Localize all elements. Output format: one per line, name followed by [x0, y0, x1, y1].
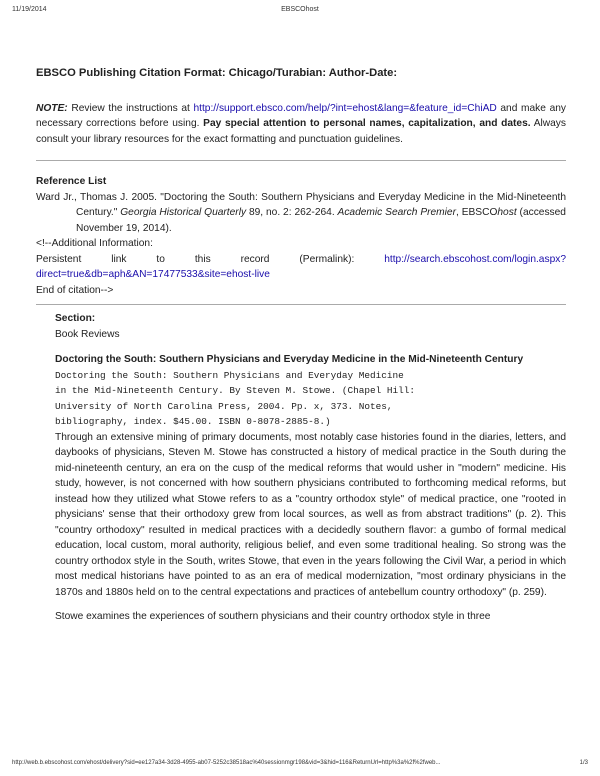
comment-close: End of citation--> [36, 284, 114, 296]
note-text-3: Always consult your library resources for the exact formatting and punctuation guidelines. [36, 118, 566, 145]
citation-database: Academic Search Premier [337, 207, 456, 218]
page-title: EBSCO Publishing Citation Format: Chicago/Turabian: Author-Date: [36, 67, 398, 79]
note-text-2: and make any necessary corrections before using. [36, 102, 566, 129]
footer-url: http://web.b.ebscohost.com/ehost/delivery?sid=ee127a34-3d28-4955-ab07-5252c38518ac%40sessionmgr198&vid=3&hid=116&ReturnUrl=http%3a%2f%2fweb... [12, 760, 441, 766]
print-footer [0, 760, 600, 770]
permalink-link[interactable]: http://search.ebscohost.com/login.aspx?direct=true&db=aph&AN=17477533&site=ehost-live [36, 253, 566, 280]
print-header [0, 6, 600, 18]
citation-author-title: Ward Jr., Thomas J. 2005. "Doctoring the South: Southern Physicians and Everyday Medicine in the Mid-Nineteenth Century." [36, 191, 566, 218]
note-label: NOTE: [36, 102, 68, 114]
help-link[interactable]: http://support.ebsco.com/help/?int=ehost&lang=&feature_id=ChiAD [193, 102, 497, 114]
reference-list-heading: Reference List [36, 176, 107, 187]
print-site-title: EBSCOhost [281, 6, 319, 13]
section-label: Section: [55, 313, 96, 324]
section-value: Book Reviews [55, 328, 120, 340]
citation-accessed: (accessed November 19, 2014). [76, 207, 566, 234]
note-emphasis: Pay special attention to personal names, capitalization, and dates. [203, 118, 531, 129]
section-divider [36, 160, 566, 161]
section-divider-2 [36, 304, 566, 305]
note-block [36, 101, 566, 148]
page-number: 1/3 [579, 760, 588, 766]
comment-open: <!--Additional Information: [36, 238, 153, 249]
citation-entry [36, 190, 566, 237]
citation-provider: , EBSCO [456, 207, 498, 218]
additional-information [36, 236, 566, 298]
print-date: 11/19/2014 [12, 6, 47, 13]
article-title: Doctoring the South: Southern Physicians and Everyday Medicine in the Mid-Nineteenth Century [55, 354, 524, 365]
document-content [36, 66, 566, 625]
note-paragraph [36, 101, 566, 148]
book-info: Doctoring the South: Southern Physicians and Everyday Medicine in the Mid-Nineteenth Century. By Steven M. Stowe. (Chapel Hill: University of North Carolina Press, 2004. Pp. x, 373. Notes, bibliography, index. $45.00. ISBN 0-8078-2885-8.) [55, 369, 416, 427]
permalink-label: Persistent link to this record (Permalink): [36, 253, 385, 265]
permalink-line [36, 252, 566, 283]
citation-journal: Georgia Historical Quarterly [120, 207, 247, 218]
citation-provider-host: host [497, 207, 517, 218]
article-paragraph: Through an extensive mining of primary documents, most notably case histories found in the diaries, letters, and daybooks of physicians, Steven M. Stowe has constructed a history of medical practice in the South during the mid-nineteenth century, an era on the cusp of the medical reforms that would usher in "modern" medicine. His study, however, is not concerned with how southern physicians contributed to forthcoming medical reforms, but instead how they utilized what Stowe refers to as a "country orthodox style" of medical practice, one "rooted in physicians' sense that their orthodoxy grew from local sources, as well as from abstract traditions" (p. 2). This "country orthodoxy" resulted in medical practices with a decidedly southern flavor: a gumbo of formal medical education, local custom, moral authority, religious belief, and even some traditional healing. So strong was the country orthodox style in the South, writes Stowe, that even in the years following the Civil War, a period in which most medical historians have pointed to as an era of medical modernization, "most ordinary physicians in the 1870s and 1880s held on to the central expectations and practices of antebellum country orthodoxy" (p. 259). [55, 431, 566, 598]
article-paragraph: Stowe examines the experiences of southern physicians and their country orthodox style in three [55, 611, 491, 622]
citation-volume: 89, no. 2: 262-264. [246, 207, 338, 218]
note-text-1: Review the instructions at [67, 102, 194, 114]
article-body [55, 311, 566, 625]
